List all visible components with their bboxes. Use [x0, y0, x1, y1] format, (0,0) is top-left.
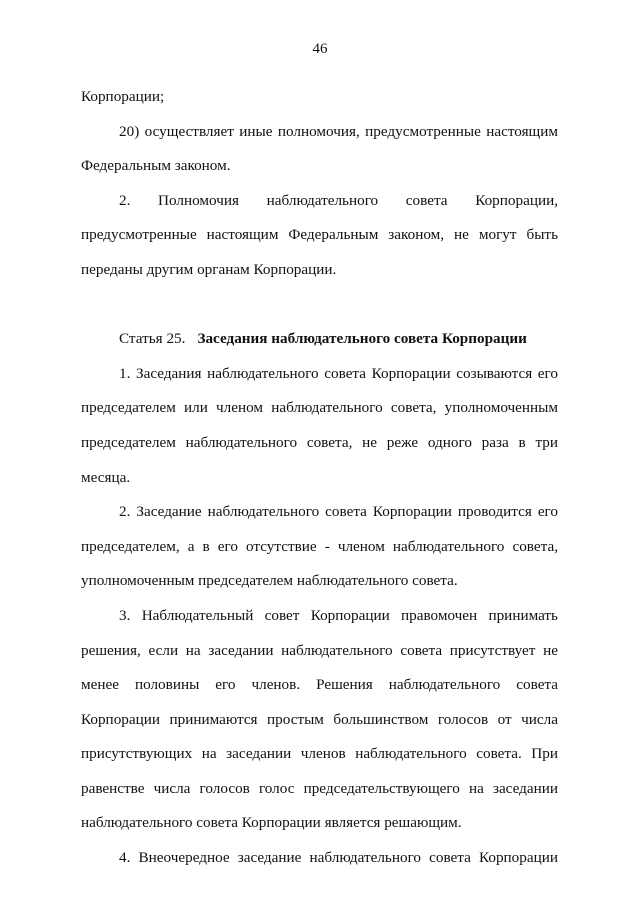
article-paragraph-4: 4. Внеочередное заседание наблюдательного совета Корпорации [119, 849, 558, 867]
paragraph-item-20: 20) осуществляет иные полномочия, предусмотренные настоящим Федеральным законом. [81, 122, 558, 175]
paragraph-2-powers: 2. Полномочия наблюдательного совета Корпорации, предусмотренные настоящим Федеральным законом, не могут быть переданы другим органам Корпорации. [81, 191, 558, 278]
paragraph-continuation: Корпорации; [81, 88, 165, 105]
article-paragraph-2: 2. Заседание наблюдательного совета Корпорации проводится его председателем, а в его отсутствие - членом наблюдательного совета, уполномоченным председателем наблюдательного совета. [81, 503, 558, 590]
page-number: 46 [312, 41, 328, 57]
article-heading [81, 322, 558, 357]
section-spacer [81, 288, 558, 323]
document-body [81, 80, 558, 876]
article-paragraph-1: 1. Заседания наблюдательного совета Корпорации созываются его председателем или членом наблюдательного совета, уполномоченным председателем наблюдательного совета, не реже одного раза в три месяца. [81, 364, 558, 486]
article-number: Статья 25. [119, 330, 186, 348]
article-title: Заседания наблюдательного совета Корпорации [197, 330, 527, 348]
article-paragraph-3: 3. Наблюдательный совет Корпорации правомочен принимать решения, если на заседании наблюдательного совета присутствует не менее половины его членов. Решения наблюдательного совета Корпорации принимаются простым большинством голосов от числа присутствующих на заседании членов наблюдательного совета. При равенстве числа голосов голос председательствующего на заседании наблюдательного совета Корпорации является решающим. [81, 606, 558, 832]
